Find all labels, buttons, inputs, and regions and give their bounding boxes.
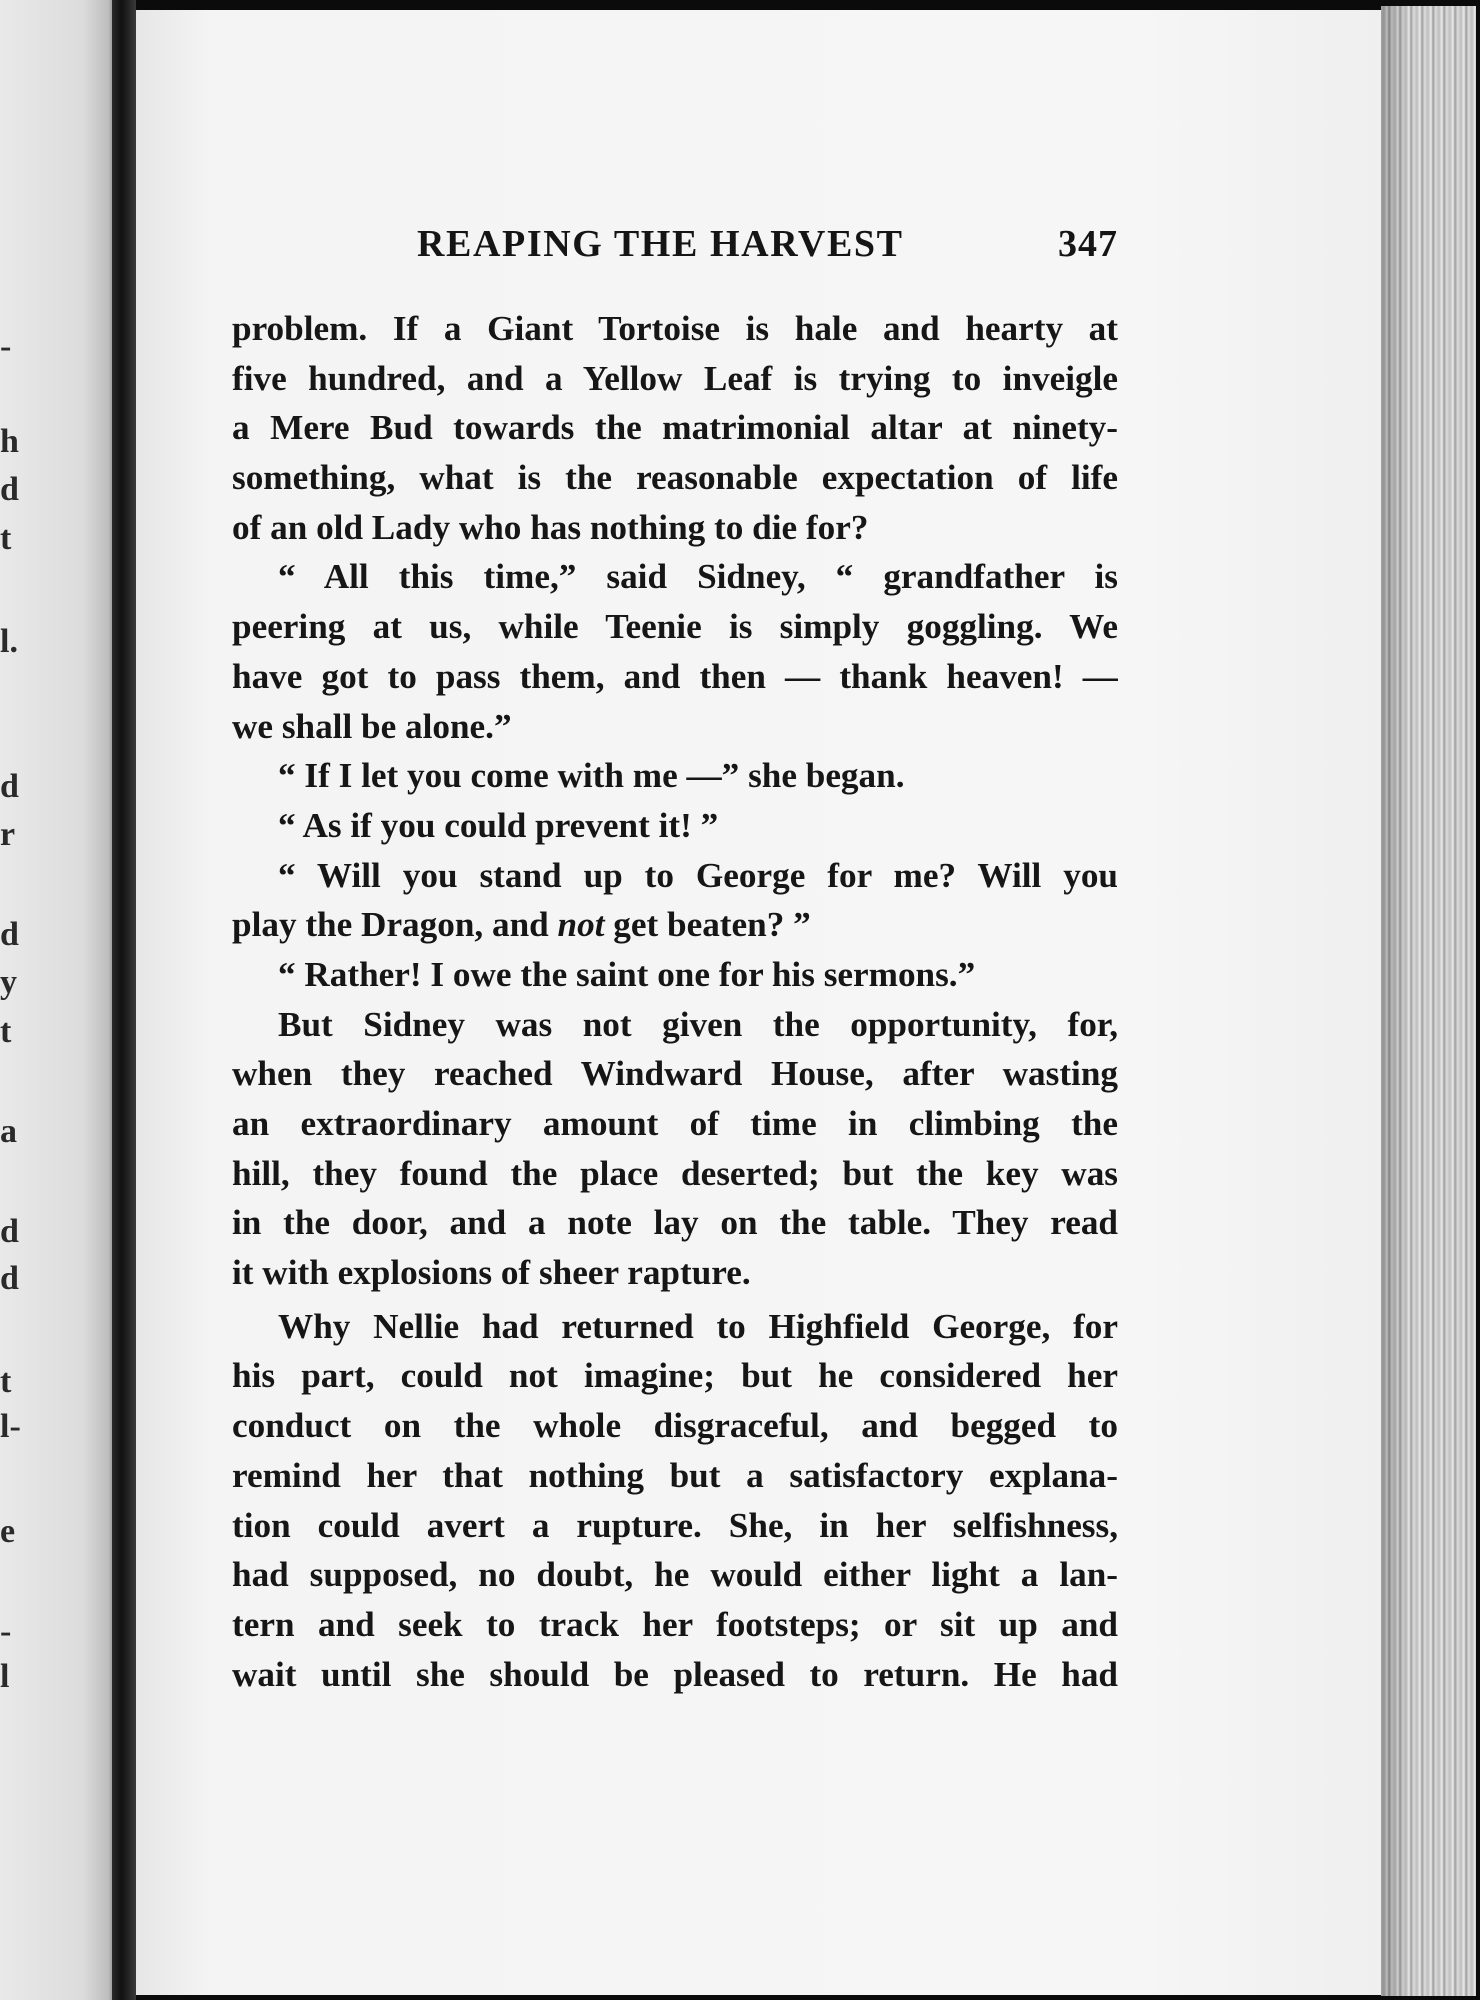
facing-page-fragment: l- bbox=[0, 1408, 21, 1445]
text-line: we shall be alone.” bbox=[232, 706, 512, 746]
text-line: hill, they found the place deserted; but the key was bbox=[232, 1153, 1118, 1193]
facing-page-fragment: d bbox=[0, 916, 19, 953]
text-line: have got to pass them, and then — thank heaven! — bbox=[232, 656, 1118, 696]
text-line: wait until she should be pleased to return. He had bbox=[232, 1654, 1118, 1694]
text-line: peering at us, while Teenie is simply goggling. We bbox=[232, 607, 1118, 647]
text-line: in the door, and a note lay on the table. They read bbox=[232, 1203, 1118, 1243]
text-line: had supposed, no doubt, he would either light a lan- bbox=[232, 1555, 1118, 1595]
facing-page-fragment: t bbox=[0, 1363, 12, 1400]
text-line: something, what is the reasonable expectation of life bbox=[232, 458, 1118, 498]
body-text bbox=[232, 304, 1118, 1699]
facing-page-fragment: e bbox=[0, 1513, 16, 1550]
facing-page-fragment: h bbox=[0, 423, 19, 460]
facing-page-fragment: d bbox=[0, 471, 19, 508]
book-gutter bbox=[112, 0, 136, 2000]
facing-page-fragment: r bbox=[0, 816, 16, 853]
facing-page-fragment: y bbox=[0, 964, 17, 1001]
emphasis-word: not bbox=[557, 905, 605, 945]
text-line: problem. If a Giant Tortoise is hale and hearty at bbox=[232, 309, 1118, 348]
text-line: a Mere Bud towards the matrimonial altar at ninety- bbox=[232, 408, 1118, 448]
text-line: of an old Lady who has nothing to die for? bbox=[232, 507, 869, 547]
facing-page-fragment: d bbox=[0, 1213, 19, 1250]
text-line: five hundred, and a Yellow Leaf is trying to inveigle bbox=[232, 358, 1118, 398]
facing-page-fragment: d bbox=[0, 768, 19, 805]
text-line: an extraordinary amount of time in climbing the bbox=[232, 1104, 1118, 1143]
facing-page-edge bbox=[0, 0, 118, 2000]
text-line: tern and seek to track her footsteps; or sit up and bbox=[232, 1604, 1118, 1644]
running-header bbox=[232, 222, 1118, 272]
running-title: REAPING THE HARVEST bbox=[417, 223, 904, 265]
facing-page-fragment: t bbox=[0, 520, 12, 557]
facing-page-fragment: l. bbox=[0, 623, 18, 660]
text-line: “ Will you stand up to George for me? Will you bbox=[278, 855, 1118, 895]
text-line: his part, could not imagine; but he considered her bbox=[232, 1356, 1118, 1396]
text-line: play the Dragon, and not get beaten? ” bbox=[232, 905, 811, 945]
text-line: “ If I let you come with me —” she began. bbox=[278, 756, 905, 796]
facing-page-fragment: - bbox=[0, 1613, 12, 1650]
facing-page-fragment: t bbox=[0, 1013, 12, 1050]
text-line: But Sidney was not given the opportunity, for, bbox=[278, 1004, 1118, 1044]
text-line: “ Rather! I owe the saint one for his sermons.” bbox=[278, 954, 976, 994]
page-stack-shadow bbox=[1381, 6, 1411, 1996]
text-line: “ All this time,” said Sidney, “ grandfather is bbox=[278, 557, 1118, 597]
facing-page-fragment: a bbox=[0, 1113, 17, 1150]
text-line: “ As if you could prevent it! ” bbox=[278, 805, 719, 845]
facing-page-fragment: l bbox=[0, 1658, 10, 1695]
text-line: Why Nellie had returned to Highfield George, for bbox=[278, 1306, 1118, 1346]
text-line: tion could avert a rupture. She, in her selfishness, bbox=[232, 1505, 1118, 1545]
text-line: when they reached Windward House, after wasting bbox=[232, 1054, 1118, 1094]
facing-page-fragment: - bbox=[0, 328, 12, 365]
text-line: conduct on the whole disgraceful, and begged to bbox=[232, 1406, 1118, 1446]
text-line: it with explosions of sheer rapture. bbox=[232, 1253, 751, 1293]
text-line: remind her that nothing but a satisfactory explana- bbox=[232, 1455, 1118, 1495]
page-number: 347 bbox=[1058, 223, 1118, 265]
facing-page-fragment: d bbox=[0, 1260, 19, 1297]
